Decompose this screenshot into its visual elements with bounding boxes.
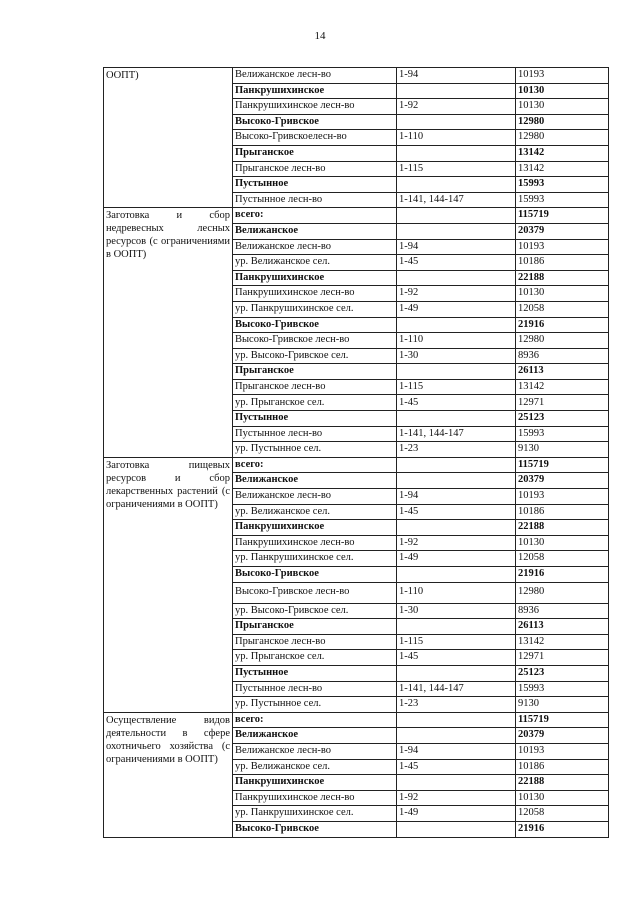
- quarter-numbers-cell: 1-115: [397, 379, 516, 395]
- forestry-name-cell: Велижанское: [233, 223, 397, 239]
- forestry-name-cell: Велижанское лесн-во: [233, 68, 397, 84]
- quarter-numbers-cell: 1-110: [397, 333, 516, 349]
- land-use-table: [103, 67, 609, 838]
- area-cell: 12971: [516, 395, 609, 411]
- table-row: [104, 457, 609, 473]
- quarter-numbers-cell: 1-30: [397, 348, 516, 364]
- quarter-numbers-cell: 1-141, 144-147: [397, 681, 516, 697]
- forestry-name-cell: Пустынное лесн-во: [233, 192, 397, 208]
- forestry-name-cell: Велижанское лесн-во: [233, 239, 397, 255]
- forestry-name-cell: Панкрушихинское: [233, 520, 397, 536]
- area-cell: 15993: [516, 681, 609, 697]
- activity-category-cell: Заготовка и сбор недревесных лесных ресурсов (с ограничениями в ООПТ): [104, 208, 233, 458]
- forestry-name-cell: ур. Велижанское сел.: [233, 255, 397, 271]
- area-cell: 20379: [516, 728, 609, 744]
- quarter-numbers-cell: [397, 473, 516, 489]
- quarter-numbers-cell: [397, 223, 516, 239]
- area-cell: 15993: [516, 426, 609, 442]
- quarter-numbers-cell: 1-23: [397, 442, 516, 458]
- area-cell: 25123: [516, 665, 609, 681]
- quarter-numbers-cell: [397, 208, 516, 224]
- forestry-name-cell: всего:: [233, 712, 397, 728]
- quarter-numbers-cell: [397, 619, 516, 635]
- forestry-name-cell: Пустынное: [233, 665, 397, 681]
- area-cell: 21916: [516, 821, 609, 837]
- activity-category-cell: Заготовка пищевых ресурсов и сбор лекарственных растений (с ограничениями в ООПТ): [104, 457, 233, 712]
- area-cell: 21916: [516, 317, 609, 333]
- forestry-name-cell: Прыганское лесн-во: [233, 379, 397, 395]
- forestry-name-cell: ур. Высоко-Гривское сел.: [233, 348, 397, 364]
- forestry-name-cell: ур. Панкрушихинское сел.: [233, 806, 397, 822]
- quarter-numbers-cell: [397, 364, 516, 380]
- area-cell: 12980: [516, 130, 609, 146]
- quarter-numbers-cell: 1-45: [397, 395, 516, 411]
- quarter-numbers-cell: 1-94: [397, 68, 516, 84]
- area-cell: 8936: [516, 603, 609, 619]
- table-row: [104, 712, 609, 728]
- forestry-name-cell: Высоко-Гривское: [233, 114, 397, 130]
- forestry-name-cell: ур. Пустынное сел.: [233, 442, 397, 458]
- forestry-name-cell: ур. Панкрушихинское сел.: [233, 301, 397, 317]
- forestry-name-cell: Высоко-Гривское: [233, 317, 397, 333]
- forestry-name-cell: всего:: [233, 208, 397, 224]
- area-cell: 20379: [516, 223, 609, 239]
- area-cell: 13142: [516, 634, 609, 650]
- table-row: [104, 208, 609, 224]
- forestry-name-cell: Высоко-Гривское лесн-во: [233, 582, 397, 603]
- table-body: [104, 68, 609, 838]
- area-cell: 20379: [516, 473, 609, 489]
- forestry-name-cell: Прыганское: [233, 145, 397, 161]
- area-cell: 15993: [516, 192, 609, 208]
- quarter-numbers-cell: 1-30: [397, 603, 516, 619]
- area-cell: 8936: [516, 348, 609, 364]
- area-cell: 10186: [516, 759, 609, 775]
- area-cell: 12980: [516, 114, 609, 130]
- forestry-name-cell: Пустынное: [233, 177, 397, 193]
- forestry-name-cell: всего:: [233, 457, 397, 473]
- area-cell: 13142: [516, 161, 609, 177]
- forestry-name-cell: Прыганское: [233, 619, 397, 635]
- forestry-name-cell: ур. Прыганское сел.: [233, 395, 397, 411]
- forestry-name-cell: Прыганское лесн-во: [233, 634, 397, 650]
- quarter-numbers-cell: 1-94: [397, 489, 516, 505]
- quarter-numbers-cell: 1-94: [397, 239, 516, 255]
- forestry-name-cell: Высоко-Гривскоелесн-во: [233, 130, 397, 146]
- quarter-numbers-cell: [397, 712, 516, 728]
- area-cell: 10130: [516, 99, 609, 115]
- quarter-numbers-cell: 1-49: [397, 551, 516, 567]
- quarter-numbers-cell: [397, 520, 516, 536]
- area-cell: 115719: [516, 208, 609, 224]
- forestry-name-cell: Панкрушихинское: [233, 83, 397, 99]
- forestry-name-cell: Велижанское лесн-во: [233, 489, 397, 505]
- quarter-numbers-cell: 1-141, 144-147: [397, 192, 516, 208]
- table-row: [104, 68, 609, 84]
- area-cell: 10130: [516, 790, 609, 806]
- quarter-numbers-cell: [397, 567, 516, 583]
- area-cell: 13142: [516, 145, 609, 161]
- quarter-numbers-cell: 1-23: [397, 697, 516, 713]
- quarter-numbers-cell: 1-115: [397, 634, 516, 650]
- area-cell: 21916: [516, 567, 609, 583]
- quarter-numbers-cell: [397, 728, 516, 744]
- area-cell: 26113: [516, 619, 609, 635]
- area-cell: 22188: [516, 775, 609, 791]
- area-cell: 15993: [516, 177, 609, 193]
- area-cell: 9130: [516, 442, 609, 458]
- forestry-name-cell: ур. Прыганское сел.: [233, 650, 397, 666]
- area-cell: 22188: [516, 270, 609, 286]
- area-cell: 10193: [516, 68, 609, 84]
- quarter-numbers-cell: [397, 114, 516, 130]
- quarter-numbers-cell: 1-49: [397, 806, 516, 822]
- quarter-numbers-cell: 1-45: [397, 759, 516, 775]
- quarter-numbers-cell: 1-141, 144-147: [397, 426, 516, 442]
- activity-category-cell: ООПТ): [104, 68, 233, 208]
- forestry-name-cell: Велижанское: [233, 473, 397, 489]
- forestry-name-cell: Прыганское: [233, 364, 397, 380]
- quarter-numbers-cell: 1-45: [397, 504, 516, 520]
- quarter-numbers-cell: [397, 457, 516, 473]
- forestry-name-cell: Панкрушихинское лесн-во: [233, 790, 397, 806]
- area-cell: 12058: [516, 551, 609, 567]
- forestry-name-cell: Велижанское: [233, 728, 397, 744]
- area-cell: 22188: [516, 520, 609, 536]
- quarter-numbers-cell: 1-45: [397, 255, 516, 271]
- quarter-numbers-cell: [397, 145, 516, 161]
- quarter-numbers-cell: [397, 775, 516, 791]
- forestry-name-cell: Пустынное лесн-во: [233, 426, 397, 442]
- area-cell: 12058: [516, 806, 609, 822]
- forestry-name-cell: Панкрушихинское лесн-во: [233, 286, 397, 302]
- area-cell: 115719: [516, 712, 609, 728]
- forestry-name-cell: Велижанское лесн-во: [233, 743, 397, 759]
- quarter-numbers-cell: 1-45: [397, 650, 516, 666]
- forestry-name-cell: Высоко-Гривское: [233, 821, 397, 837]
- quarter-numbers-cell: 1-92: [397, 286, 516, 302]
- area-cell: 10130: [516, 286, 609, 302]
- page-number: 14: [314, 30, 326, 42]
- area-cell: 10193: [516, 743, 609, 759]
- forestry-name-cell: Высоко-Гривское: [233, 567, 397, 583]
- quarter-numbers-cell: 1-92: [397, 535, 516, 551]
- quarter-numbers-cell: 1-110: [397, 582, 516, 603]
- forestry-name-cell: ур. Высоко-Гривское сел.: [233, 603, 397, 619]
- quarter-numbers-cell: [397, 665, 516, 681]
- activity-category-cell: Осуществление видов деятельности в сфере охотничьего хозяйства (с ограничениями в ООПТ): [104, 712, 233, 837]
- forestry-name-cell: Панкрушихинское лесн-во: [233, 535, 397, 551]
- quarter-numbers-cell: 1-92: [397, 790, 516, 806]
- quarter-numbers-cell: [397, 317, 516, 333]
- forestry-name-cell: ур. Велижанское сел.: [233, 504, 397, 520]
- area-cell: 9130: [516, 697, 609, 713]
- quarter-numbers-cell: 1-92: [397, 99, 516, 115]
- area-cell: 115719: [516, 457, 609, 473]
- quarter-numbers-cell: 1-94: [397, 743, 516, 759]
- quarter-numbers-cell: 1-110: [397, 130, 516, 146]
- area-cell: 25123: [516, 411, 609, 427]
- area-cell: 12980: [516, 333, 609, 349]
- area-cell: 10193: [516, 239, 609, 255]
- area-cell: 10130: [516, 535, 609, 551]
- forestry-name-cell: Высоко-Гривское лесн-во: [233, 333, 397, 349]
- forestry-name-cell: Пустынное: [233, 411, 397, 427]
- area-cell: 10130: [516, 83, 609, 99]
- forestry-name-cell: Прыганское лесн-во: [233, 161, 397, 177]
- quarter-numbers-cell: 1-115: [397, 161, 516, 177]
- quarter-numbers-cell: [397, 177, 516, 193]
- area-cell: 26113: [516, 364, 609, 380]
- forestry-name-cell: ур. Велижанское сел.: [233, 759, 397, 775]
- area-cell: 12058: [516, 301, 609, 317]
- area-cell: 12980: [516, 582, 609, 603]
- forestry-name-cell: ур. Панкрушихинское сел.: [233, 551, 397, 567]
- area-cell: 12971: [516, 650, 609, 666]
- forestry-name-cell: ур. Пустынное сел.: [233, 697, 397, 713]
- quarter-numbers-cell: 1-49: [397, 301, 516, 317]
- quarter-numbers-cell: [397, 821, 516, 837]
- forestry-name-cell: Панкрушихинское лесн-во: [233, 99, 397, 115]
- area-cell: 10186: [516, 504, 609, 520]
- forestry-name-cell: Панкрушихинское: [233, 775, 397, 791]
- area-cell: 13142: [516, 379, 609, 395]
- forestry-name-cell: Панкрушихинское: [233, 270, 397, 286]
- forestry-name-cell: Пустынное лесн-во: [233, 681, 397, 697]
- area-cell: 10193: [516, 489, 609, 505]
- quarter-numbers-cell: [397, 270, 516, 286]
- area-cell: 10186: [516, 255, 609, 271]
- quarter-numbers-cell: [397, 411, 516, 427]
- quarter-numbers-cell: [397, 83, 516, 99]
